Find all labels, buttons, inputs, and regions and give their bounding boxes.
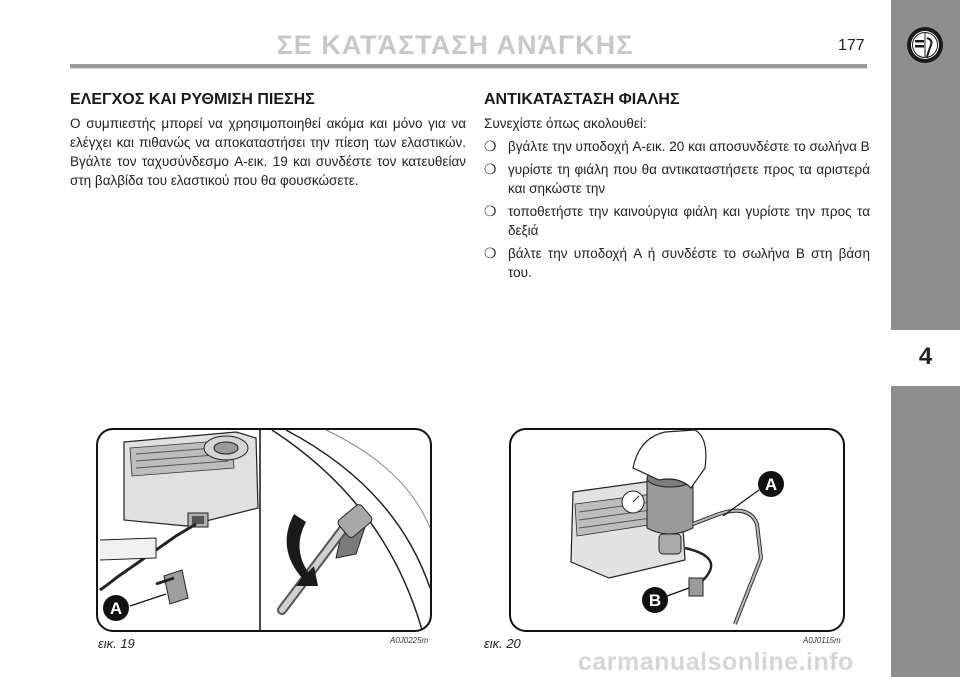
bottle-replacement-intro: Συνεχίστε όπως ακολουθεί: <box>484 116 647 131</box>
list-item <box>484 244 870 282</box>
figure-19-caption: εικ. 19 <box>98 636 135 651</box>
bottle-replacement-steps <box>484 137 870 286</box>
section-title-bottle-replacement: ΑΝΤΙΚΑΤΑΣΤΑΣΗ ΦΙΑΛΗΣ <box>484 91 680 108</box>
step-text: τοποθετήστε την καινούργια φιάλη και γυρίστε την προς τα δεξιά <box>508 204 870 238</box>
figure-20-caption: εικ. 20 <box>484 636 521 651</box>
header-rule-shadow <box>70 68 867 69</box>
list-item <box>484 202 870 240</box>
figure-20-bottle-replacement-illustration <box>509 428 845 632</box>
list-item <box>484 160 870 198</box>
watermark-text: carmanualsonline.info <box>578 648 854 676</box>
bullet-circle-icon: ❍ <box>484 138 497 154</box>
bullet-circle-icon: ❍ <box>484 245 497 261</box>
figure-19-label-a: A <box>109 599 123 618</box>
bullet-circle-icon: ❍ <box>484 203 497 219</box>
figure-20-label-b: B <box>648 591 662 610</box>
figure-19-compressor-valve-illustration <box>96 428 432 632</box>
pressure-check-paragraph: Ο συμπιεστής μπορεί να χρησιμοποιηθεί ακόμα και μόνο για να ελέγχει και πιθανώς να αποκαταστήσει την πίεση των ελαστικών. Βγάλτε τον ταχυσύνδεσμο A-εικ. 19 και συνδέστε τον κατευθείαν στη βαλβίδα του ελαστικού που θα φουσκώσετε. <box>70 116 466 188</box>
brand-logo-icon <box>906 26 944 64</box>
step-text: βγάλτε την υποδοχή A-εικ. 20 και αποσυνδέστε το σωλήνα B <box>508 139 870 154</box>
list-item <box>484 137 870 156</box>
figure-19-code: A0J0225m <box>390 636 429 645</box>
step-text: βάλτε την υποδοχή A ή συνδέστε το σωλήνα B στη βάση του. <box>508 246 870 280</box>
chapter-tab-number[interactable]: 4 <box>918 343 933 370</box>
page-header-title: ΣΕ ΚΑΤΆΣΤΑΣΗ ΑΝΆΓΚΗΣ <box>276 30 634 60</box>
page-number: 177 <box>838 37 865 54</box>
figure-20-code: A0J0115m <box>803 636 841 645</box>
bullet-circle-icon: ❍ <box>484 161 497 177</box>
section-title-pressure-check: ΕΛΕΓΧΟΣ ΚΑΙ ΡΥΘΜΙΣΗ ΠΙΕΣΗΣ <box>70 91 315 108</box>
step-text: γυρίστε τη φιάλη που θα αντικαταστήσετε προς τα αριστερά και σηκώστε την <box>508 162 870 196</box>
sidebar-bottom-band <box>891 386 960 677</box>
figure-20-label-a: A <box>764 475 778 494</box>
